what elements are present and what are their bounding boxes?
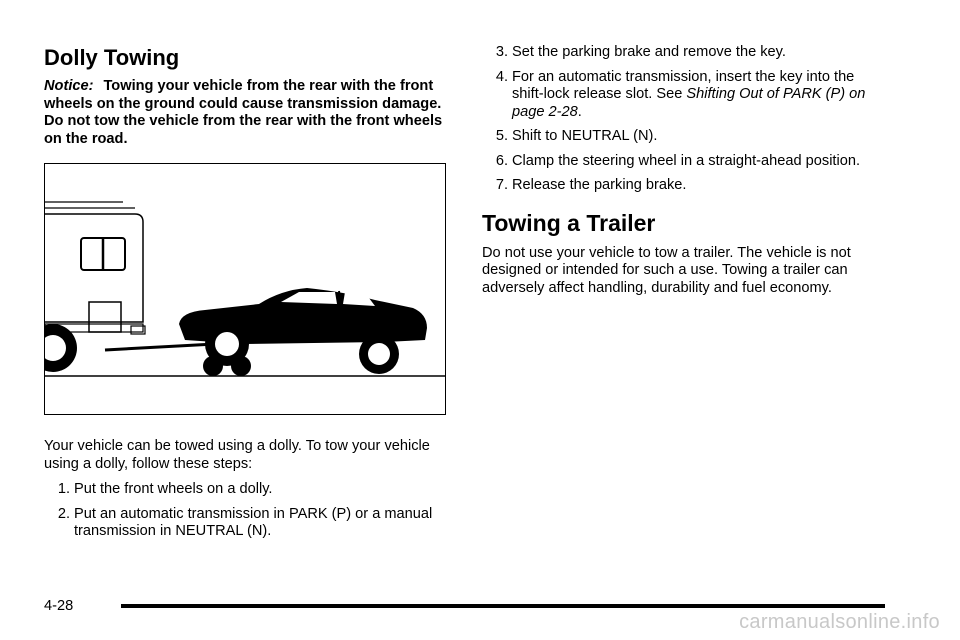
step-4 [482, 69, 882, 122]
dolly-steps-list-right [482, 44, 882, 195]
motorhome-rear [45, 202, 145, 372]
step-number: 4. [495, 68, 508, 85]
step-2 [44, 506, 448, 541]
step-number: 7. [495, 177, 508, 193]
step-text: Put an automatic transmission in PARK (P) or a manual transmission in NEUTRAL (N). [74, 505, 433, 539]
step-text: Put the front wheels on a dolly. [74, 481, 273, 497]
dolly-steps-block [44, 438, 448, 548]
cross-reference-link[interactable]: Shifting Out of PARK (P) on page 2-28 [512, 86, 866, 120]
step-text: Shift to NEUTRAL (N). [512, 128, 658, 144]
step-text-before: For an automatic transmission, insert the key into the shift-lock release slot. See [512, 68, 855, 102]
towing-trailer-paragraph: Do not use your vehicle to tow a trailer. The vehicle is not designed or intended for such a use. Towing a trailer can adversely affect handling, durability and fuel economy. [482, 244, 851, 296]
step-text-after: . [577, 103, 582, 120]
page-number: 4-28 [44, 598, 74, 614]
step-3 [482, 44, 882, 62]
towing-trailer-heading: Towing a Trailer [482, 209, 656, 236]
left-column [44, 44, 448, 148]
step-7 [482, 177, 882, 195]
dolly-towing-heading: Dolly Towing [44, 45, 180, 70]
dolly-steps-list-left [44, 481, 448, 541]
dolly-towing-drawing [45, 164, 446, 415]
step-text: Set the parking brake and remove the key. [512, 44, 786, 60]
notice-label: Notice: [44, 78, 94, 94]
footer-rule [121, 604, 885, 608]
step-number: 6. [495, 152, 508, 169]
watermark: carmanualsonline.info [739, 611, 940, 633]
step-text: Release the parking brake. [512, 177, 687, 193]
step-5 [482, 128, 882, 146]
step-1 [44, 481, 448, 499]
dolly-intro: Your vehicle can be towed using a dolly. To tow your vehicle using a dolly, follow these steps: [44, 438, 430, 472]
step-number: 3. [495, 44, 508, 60]
step-number: 5. [495, 128, 508, 144]
right-column [482, 44, 882, 297]
step-6 [482, 153, 882, 171]
notice-text: Towing your vehicle from the rear with the front wheels on the ground could cause transmission damage. Do not tow the vehicle from the rear with the front wheels on the road. [44, 78, 443, 147]
step-number: 1. [57, 481, 70, 497]
tow-bar [105, 344, 215, 350]
dolly-towing-illustration [44, 163, 446, 415]
notice [44, 78, 448, 148]
step-text: Clamp the steering wheel in a straight-ahead position. [512, 152, 861, 169]
towed-car [179, 288, 427, 374]
step-number: 2. [57, 505, 70, 522]
